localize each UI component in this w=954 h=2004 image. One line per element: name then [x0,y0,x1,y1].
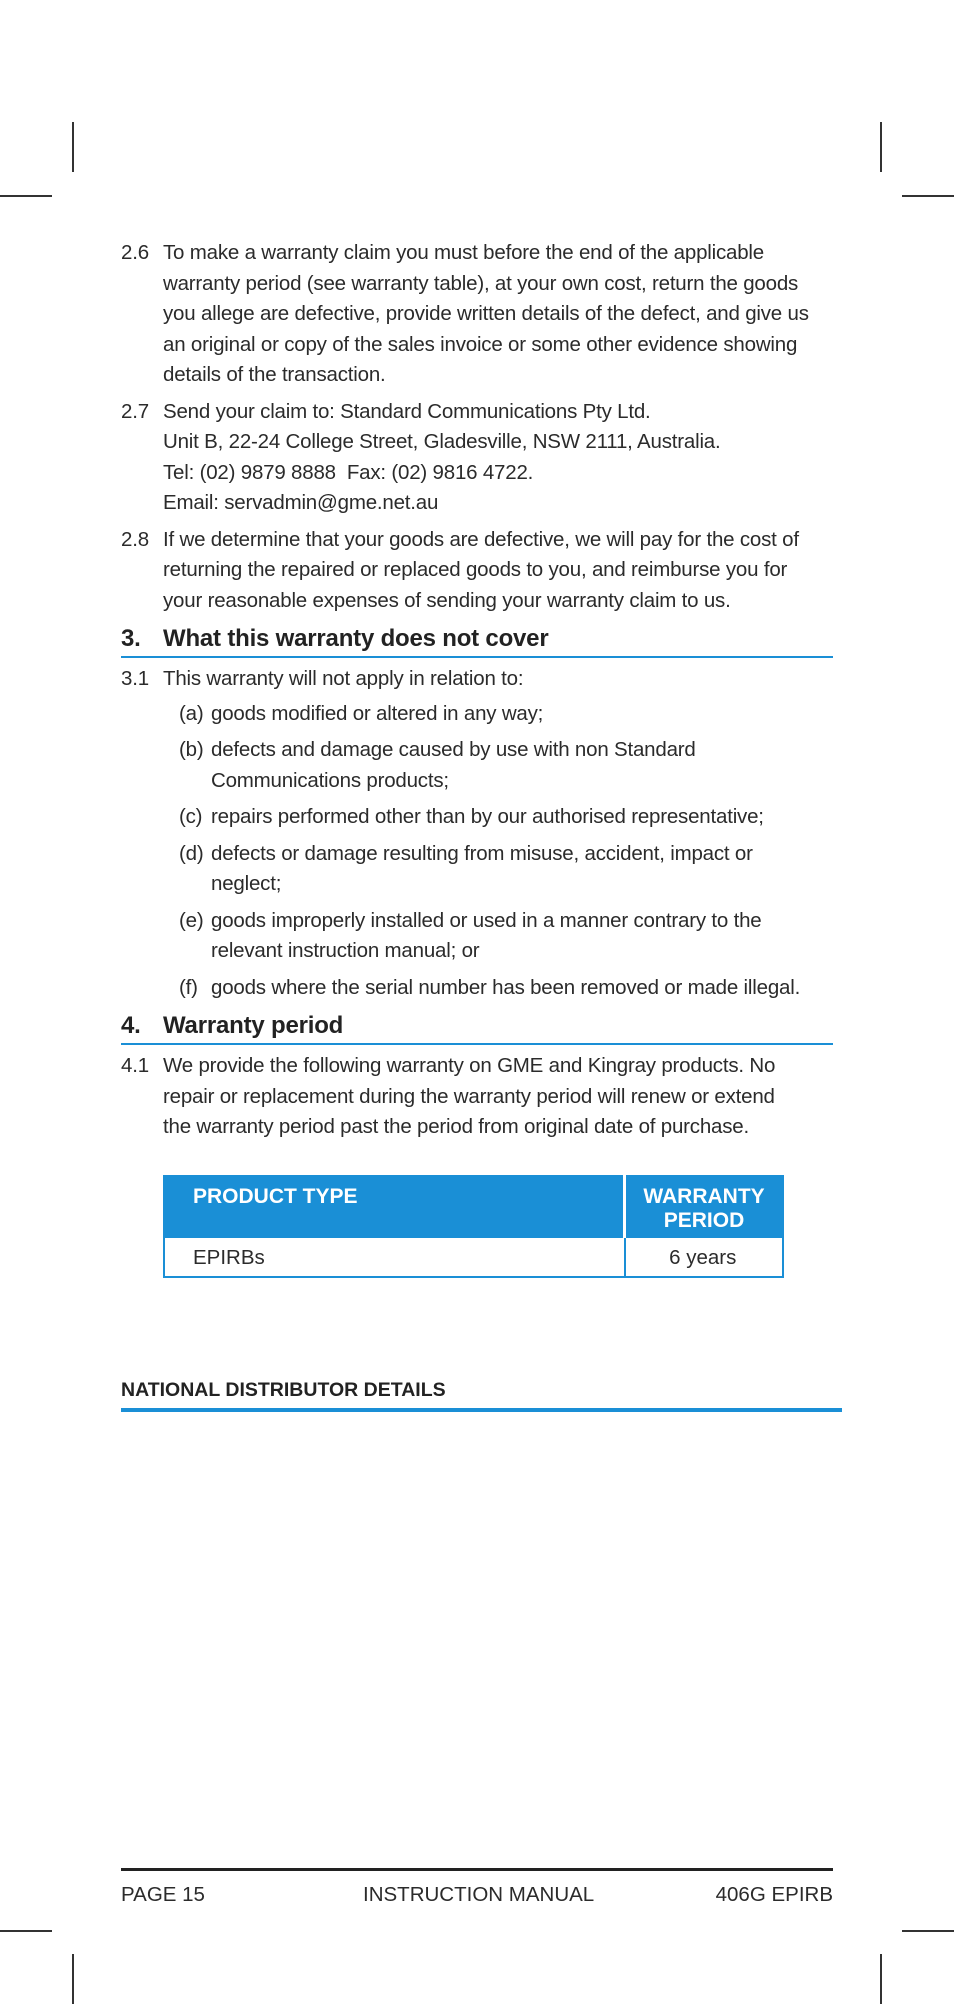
crop-mark [902,195,954,197]
table-header-row [164,1176,783,1238]
warranty-table [163,1175,784,1278]
crop-mark [902,1930,954,1932]
item-letter: (e) [179,908,204,932]
clause-line: We provide the following warranty on GME and Kingray products. No [163,1054,776,1077]
cell-product: EPIRBs [193,1246,265,1269]
list-item [179,699,833,730]
section-heading-4 [121,1009,833,1045]
clause-line: warranty period (see warranty table), at your own cost, return the goods [163,271,799,295]
manual-title: INSTRUCTION MANUAL [363,1883,595,1906]
clause-2-8 [121,525,833,617]
clause-line: To make a warranty claim you must before the end of the applicable [163,241,764,264]
list-item [179,735,833,796]
item-letter: (b) [179,738,204,761]
item-line: relevant instruction manual; or [211,939,480,962]
item-line: goods where the serial number has been removed or made illegal. [211,975,801,999]
item-letter: (d) [179,841,204,865]
clause-line: an original or copy of the sales invoice or some other evidence showing [163,332,798,356]
item-line: neglect; [211,872,282,895]
clause-line: the warranty period past the period from original date of purchase. [163,1115,749,1138]
list-item [179,802,833,833]
clause-number: 4.1 [121,1054,149,1077]
item-line: goods modified or altered in any way; [211,701,544,725]
clause-line: If we determine that your goods are defective, we will pay for the cost of [163,527,799,551]
clause-number: 2.6 [121,241,149,264]
cell-period: 6 years [625,1238,784,1277]
page-body [121,238,833,1149]
page-number: PAGE 15 [121,1883,205,1906]
clause-line: Send your claim to: Standard Communications Pty Ltd. [163,399,651,423]
email-line: Email: servadmin@gme.net.au [163,491,439,514]
item-line: goods improperly installed or used in a manner contrary to the [211,908,762,932]
header-warranty-period [625,1176,784,1238]
crop-mark [0,1930,52,1932]
distributor-heading: NATIONAL DISTRIBUTOR DETAILS [121,1376,842,1412]
exclusion-list [121,699,833,1004]
crop-mark [72,122,74,172]
address-line: Unit B, 22-24 College Street, Gladesville, NSW 2111, Australia. [163,430,721,453]
clause-4-1 [121,1051,833,1143]
clause-line: details of the transaction. [163,363,386,386]
crop-mark [0,195,52,197]
header-period-line: WARRANTY [643,1185,765,1208]
item-line: defects and damage caused by use with non Standard [211,738,696,761]
item-line: repairs performed other than by our authorised representative; [211,805,764,828]
list-item [179,973,833,1004]
clause-number: 2.8 [121,527,149,551]
model-name: 406G EPIRB [715,1883,833,1906]
section-number: 4. [121,1012,141,1039]
crop-mark [72,1954,74,2004]
clause-line: This warranty will not apply in relation to: [163,667,524,690]
clause-number: 2.7 [121,399,149,423]
clause-2-7 [121,397,833,519]
phone-fax-line: Tel: (02) 9879 8888 Fax: (02) 9816 4722. [163,460,534,484]
list-item [179,906,833,967]
item-letter: (a) [179,701,204,725]
clause-line: you allege are defective, provide written details of the defect, and give us [163,302,809,325]
clause-line: repair or replacement during the warranty period will renew or extend [163,1084,775,1108]
header-product-type: PRODUCT TYPE [164,1176,625,1238]
section-title: What this warranty does not cover [163,625,549,652]
clause-line: your reasonable expenses of sending your warranty claim to us. [163,588,731,612]
item-letter: (f) [179,975,198,999]
clause-line: returning the repaired or replaced goods to you, and reimburse you for [163,558,788,581]
item-line: defects or damage resulting from misuse, accident, impact or [211,841,753,865]
crop-mark [880,1954,882,2004]
page-footer [121,1868,833,1906]
clause-2-6 [121,238,833,391]
item-line: Communications products; [211,768,449,792]
header-period-line: PERIOD [663,1209,745,1232]
clause-number: 3.1 [121,667,149,690]
section-number: 3. [121,625,141,652]
table-row [164,1238,783,1277]
section-heading-3 [121,622,833,658]
item-letter: (c) [179,805,203,828]
list-item [179,839,833,900]
clause-3-1 [121,664,833,695]
crop-mark [880,122,882,172]
section-title: Warranty period [163,1012,344,1039]
